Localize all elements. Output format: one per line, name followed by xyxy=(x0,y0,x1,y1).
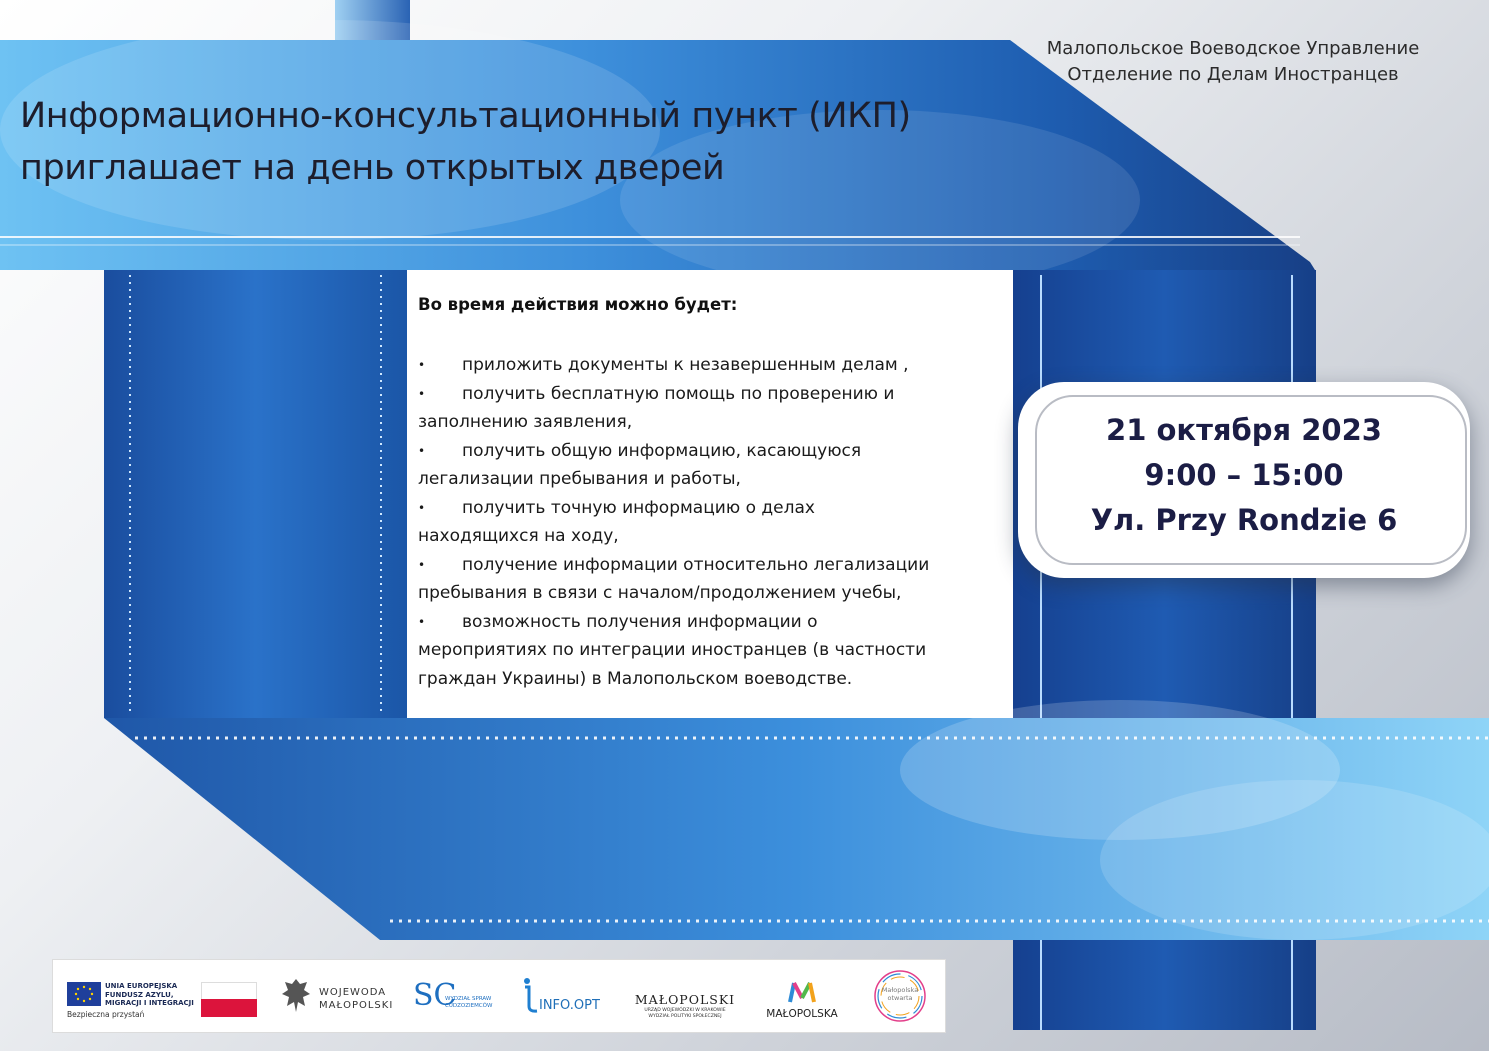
list-item: • приложить документы к незавершенным делам , xyxy=(418,351,1008,380)
malopolska-otwarta-logo: Małopolska otwarta xyxy=(867,960,933,1032)
info-mark-icon xyxy=(519,976,541,1016)
bullet-icon: • xyxy=(418,443,426,458)
event-address: Ул. Przy Rondzie 6 xyxy=(1090,503,1398,537)
bullet-icon: • xyxy=(418,557,426,572)
bullet-icon: • xyxy=(418,614,426,629)
wojewoda-logo: WOJEWODA MAŁOPOLSKI xyxy=(279,960,399,1032)
eu-flag-icon xyxy=(67,982,101,1006)
list-item: • получить точную информацию о делах находящихся на ходу, xyxy=(418,494,1008,551)
list-item: • получение информации относительно легализации пребывания в связи с началом/продолжением учебы, xyxy=(418,551,1008,608)
bullet-icon: • xyxy=(418,386,426,401)
organization-line-1: Малопольское Воеводское Управление xyxy=(1046,38,1420,59)
organization-line-2: Отделение по Делам Иностранцев xyxy=(1067,64,1399,85)
malopolski-urzad-logo: MAŁOPOLSKI URZĄD WOJEWÓDZKI W KRAKOWIE WYDZIAŁ POLITYKI SPOŁECZNEJ xyxy=(634,992,736,1019)
eagle-emblem-icon xyxy=(281,976,311,1016)
poland-flag-icon xyxy=(201,960,257,1032)
organization-header xyxy=(1003,36,1463,88)
list-item: • получить бесплатную помощь по проверению и заполнению заявления, xyxy=(418,380,1008,437)
activities-list xyxy=(418,351,1008,693)
list-item: • получить общую информацию, касающуюся легализации пребывания и работы, xyxy=(418,437,1008,494)
sc-mark-icon: SC xyxy=(413,978,457,1013)
logo-strip xyxy=(52,959,946,1033)
ribbon-left-band xyxy=(104,270,407,718)
malopolska-logo: MAŁOPOLSKA xyxy=(753,960,851,1032)
title-line-1: Информационно-консультационный пункт (ИКП) xyxy=(20,96,911,136)
title-line-2: приглашает на день открытых дверей xyxy=(20,148,725,188)
page-title xyxy=(20,90,1100,194)
bullet-icon: • xyxy=(418,500,426,515)
eu-logo: UNIA EUROPEJSKA FUNDUSZ AZYLU, MIGRACJI I INTEGRACJI Bezpieczna przystań xyxy=(67,982,194,1019)
list-item: • возможность получения информации о мероприятиях по интеграции иностранцев (в частности граждан Украины) в Малопольском воеводстве. xyxy=(418,608,1008,694)
sc-logo: SC WYDZIAŁ SPRAW CUDZOZIEMCÓW xyxy=(413,978,493,1013)
bullet-icon: • xyxy=(418,358,426,372)
content-heading: Во время действия можно будет: xyxy=(418,295,738,314)
event-time: 9:00 – 15:00 xyxy=(1144,458,1344,492)
info-opt-logo: INFO.OPT xyxy=(517,960,617,1032)
event-date: 21 октября 2023 xyxy=(1106,413,1382,447)
malopolska-mark-icon xyxy=(787,980,817,1004)
